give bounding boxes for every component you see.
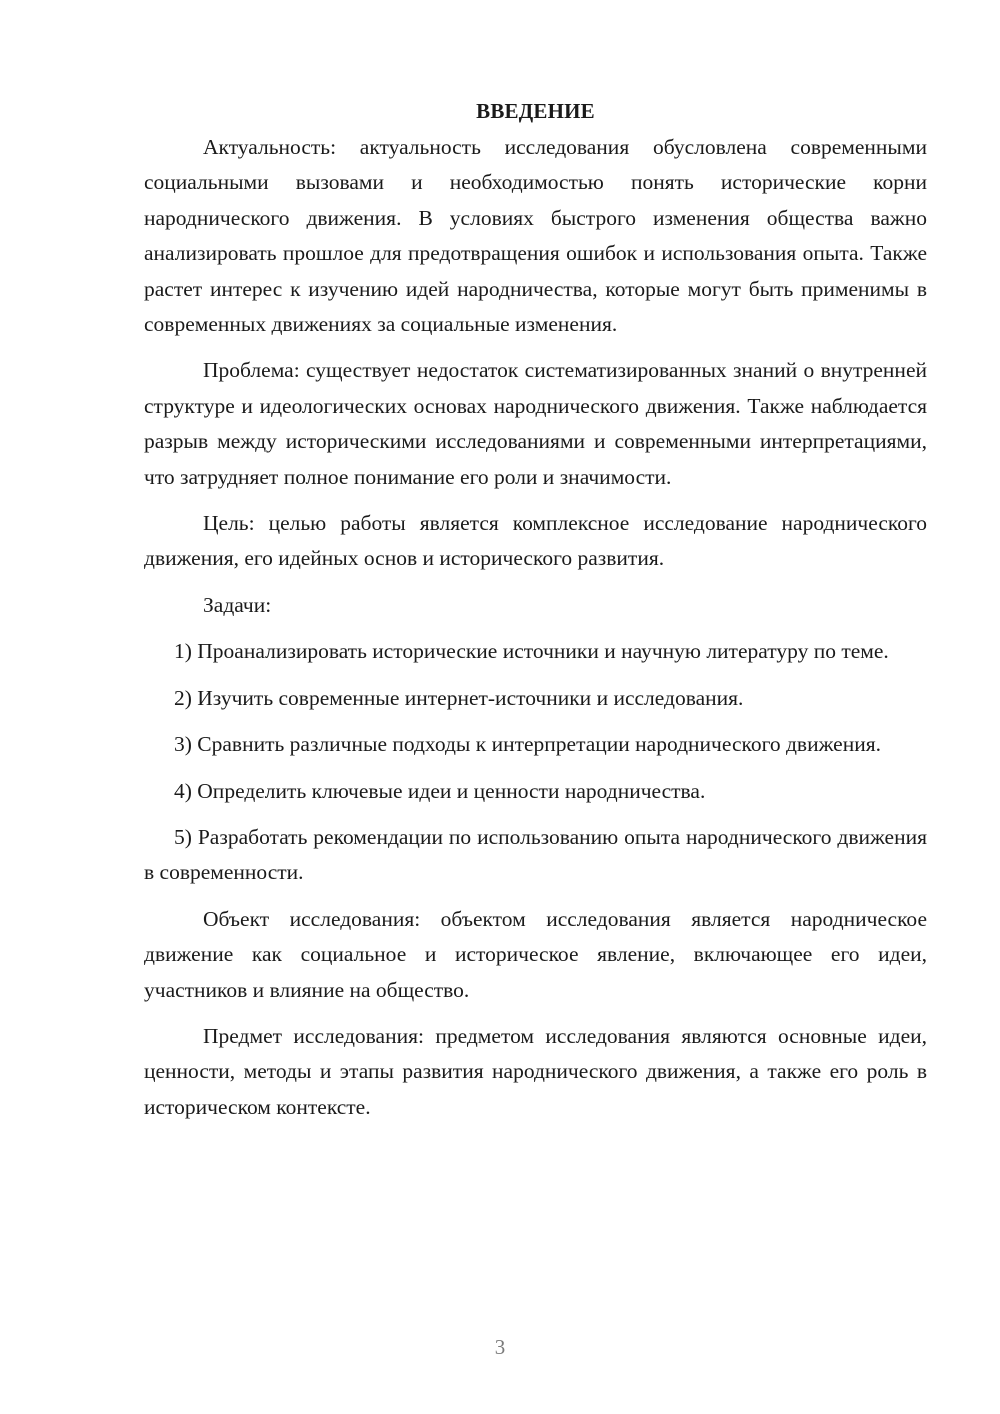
page-number: 3 bbox=[494, 1335, 506, 1359]
task-item-1: 1) Проанализировать исторические источники и научную литературу по теме. bbox=[174, 639, 889, 664]
paragraph-problem: Проблема: существует недостаток систематизированных знаний о внутренней структуре и идеологических основах народнического движения. Также наблюдается разрыв между историческими исследованиями и современными интерпретациями, что затрудняет полное понимание его роли и значимости. bbox=[144, 358, 927, 489]
paragraph-goal: Цель: целью работы является комплексное исследование народнического движения, его идейных основ и исторического развития. bbox=[144, 511, 927, 571]
paragraph-relevance: Актуальность: актуальность исследования обусловлена современными социальными вызовами и необходимостью понять исторические корни народнического движения. В условиях быстрого изменения общества важно анализировать прошлое для предотвращения ошибок и использования опыта. Также растет интерес к изучению идей народничества, которые могут быть применимы в современных движениях за социальные изменения. bbox=[144, 135, 927, 337]
task-item-2: 2) Изучить современные интернет-источники и исследования. bbox=[174, 685, 744, 710]
page-title: ВВЕДЕНИЕ bbox=[476, 99, 595, 123]
paragraph-tasks-heading: Задачи: bbox=[203, 592, 272, 617]
paragraph-object: Объект исследования: объектом исследования является народническое движение как социальное и историческое явление, включающее его идеи, участников и влияние на общество. bbox=[144, 906, 927, 1002]
task-item-3: 3) Сравнить различные подходы к интерпретации народнического движения. bbox=[174, 732, 881, 757]
document-page bbox=[144, 96, 927, 1136]
task-item-5: 5) Разработать рекомендации по использованию опыта народнического движения в современности. bbox=[144, 824, 927, 885]
task-item-4: 4) Определить ключевые идеи и ценности народничества. bbox=[174, 778, 706, 803]
paragraph-subject: Предмет исследования: предметом исследования являются основные идеи, ценности, методы и этапы развития народнического движения, а также его роль в историческом контексте. bbox=[144, 1023, 927, 1119]
